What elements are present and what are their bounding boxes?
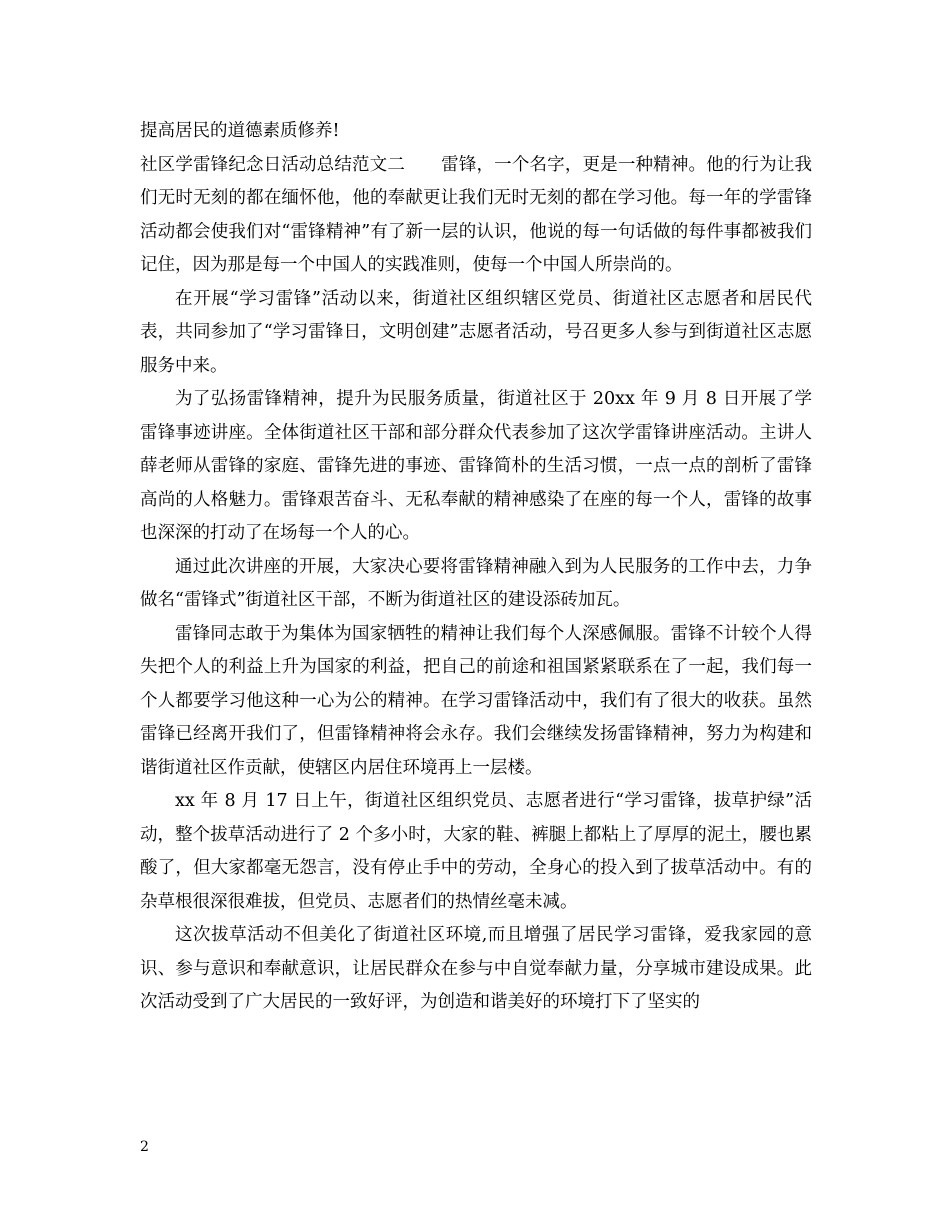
paragraph: 为了弘扬雷锋精神，提升为民服务质量，街道社区于 20xx 年 9 月 8 日开展了学雷锋事迹讲座。全体街道社区干部和部分群众代表参加了这次学雷锋讲座活动。主讲人薛老师从雷锋的家庭、雷锋先进的事迹、雷锋简朴的生活习惯，一点一点的剖析了雷锋高尚的人格魅力。雷锋艰苦奋斗、无私奉献的精神感染了在座的每一个人，雷锋的故事也深深的打动了在场每一个人的心。 — [140, 389, 812, 543]
paragraph: 雷锋同志敢于为集体为国家牺牲的精神让我们每个人深感佩服。雷锋不计较个人得失把个人的利益上升为国家的利益，把自己的前途和祖国紧紧联系在了一起，我们每一个人都要学习他这种一心为公的精神。在学习雷锋活动中，我们有了很大的收获。虽然雷锋已经离开我们了，但雷锋精神将会永存。我们会继续发扬雷锋精神，努力为构建和谐街道社区作贡献，使辖区内居住环境再上一层楼。 — [140, 623, 812, 778]
paragraph: 这次拔草活动不但美化了街道社区环境,而且增强了居民学习雷锋，爱我家园的意识、参与意识和奉献意识，让居民群众在参与中自觉奉献力量，分享城市建设成果。此次活动受到了广大居民的一致好评，为创造和谐美好的环境打下了坚实的 — [140, 925, 812, 1012]
paragraph-text: 提高居民的道德素质修养! — [140, 121, 340, 141]
paragraph-text: 雷锋，一个名字，更是一种精神。他的行为让我们无时无刻的都在缅怀他，他的奉献更让我们无时无刻的都在学习他。每一年的学雷锋活动都会使我们对“雷锋精神”有了新一层的认识，他说的每一句话做的每件事都被我们记住，因为那是每一个中国人的实践准则，使每一个中国人所崇尚的。 — [140, 154, 812, 275]
paragraph: 在开展“学习雷锋”活动以来，街道社区组织辖区党员、街道社区志愿者和居民代表，共同参加了“学习雷锋日，文明创建”志愿者活动，号召更多人参与到街道社区志愿服务中来。 — [140, 288, 812, 376]
page-number: 2 — [140, 1139, 149, 1155]
document-body — [140, 115, 812, 1020]
paragraph-with-heading — [140, 149, 812, 283]
paragraph: xx 年 8 月 17 日上午，街道社区组织党员、志愿者进行“学习雷锋，拔草护绿”活动，整个拔草活动进行了 2 个多小时，大家的鞋、裤腿上都粘上了厚厚的泥土，腰也累酸了，但大家都毫无怨言，没有停止手中的劳动，全身心的投入到了拔草活动中。有的杂草根很深很难拔，但党员、志愿者们的热情丝毫未减。 — [140, 791, 812, 912]
section-heading: 社区学雷锋纪念日活动总结范文二 — [140, 154, 405, 175]
paragraph-continuation — [140, 115, 812, 149]
paragraph: 通过此次讲座的开展，大家决心要将雷锋精神融入到为人民服务的工作中去，力争做名“雷锋式”街道社区干部，不断为街道社区的建设添砖加瓦。 — [140, 556, 812, 610]
